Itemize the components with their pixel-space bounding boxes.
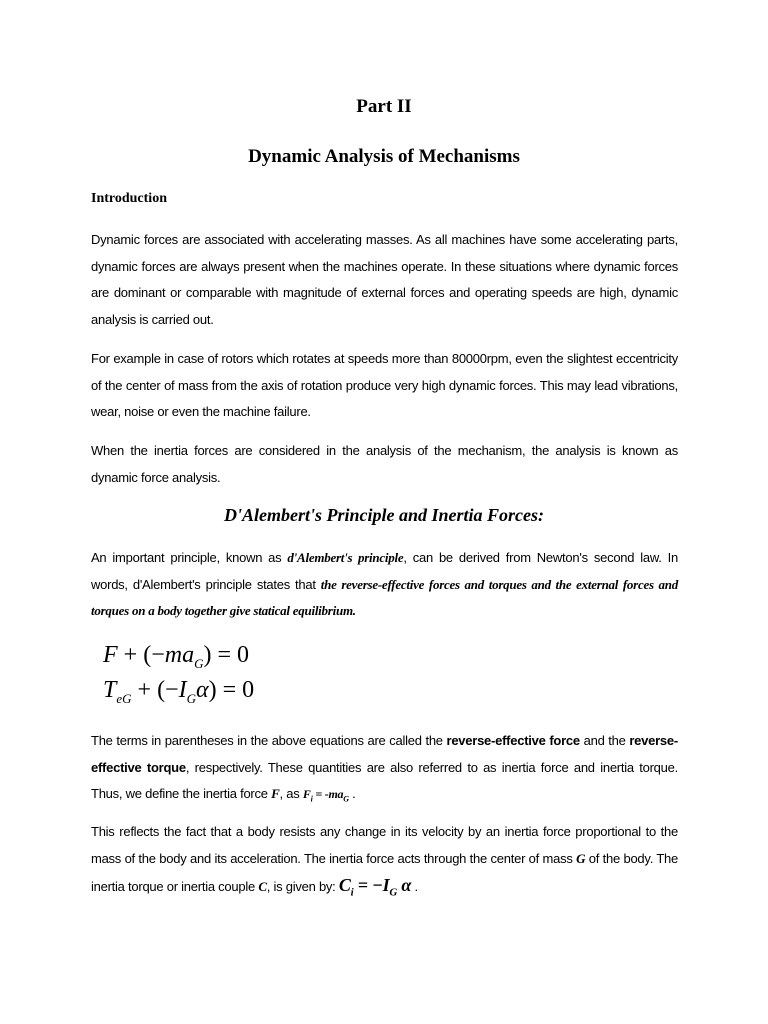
- section-heading: D'Alembert's Principle and Inertia Forces:: [223, 505, 544, 525]
- dalembert-statement: the reverse-effective forces and torques and the external forces and torques on a body together give statical equilibrium.: [91, 576, 678, 618]
- paragraph-inertia-analysis: When the inertia forces are considered in the analysis of the mechanism, the analysis is known as dynamic force analysis.: [91, 443, 678, 485]
- paragraph-dalembert: An important principle, known as d'Alembert's principle, can be derived from Newton's second law. In words, d'Alembert's principle states that the reverse-effective forces and torques and the external forces and torques on a body together give statical equilibrium.: [91, 550, 679, 618]
- inertia-force-equation: $F_i = -ma_G$: [302, 787, 349, 804]
- introduction-heading: Introduction: [91, 191, 167, 206]
- equation-torque: $T_{eG} + (-I_G\alpha) = 0$: [103, 677, 255, 706]
- reverse-effective-force-term: reverse-effective force: [446, 733, 580, 748]
- dalembert-term: d'Alembert's principle: [287, 550, 404, 565]
- equation-force: $F + (-ma_G) = 0$: [103, 642, 249, 671]
- paragraph-rotor-example: For example in case of rotors which rotates at speeds more than 80000rpm, even the slightest eccentricity of the center of mass from the axis of rotation produce very high dynamic forces. This may lead vibrations, wear, noise or even the machine failure.: [91, 351, 678, 419]
- paragraph-dynamic-forces: Dynamic forces are associated with accelerating masses. As all machines have some accelerating parts, dynamic forces are always present when the machines operate. In these situations where dynamic forces are dominant or comparable with magnitude of external forces and operating speeds are high, dynamic analysis is carried out.: [91, 232, 678, 327]
- reverse-effective-torque-term: reverse-effective torque: [91, 733, 678, 775]
- paragraph-reverse-effective: The terms in parentheses in the above equations are called the reverse-effective force and the reverse-effective torque, respectively. These quantities are also referred to as inertia force and inertia torque. Thus, we define the inertia force F, as $F_i = -ma_G$ .: [91, 733, 678, 804]
- chapter-title: Dynamic Analysis of Mechanisms: [248, 146, 520, 167]
- paragraph-inertia-couple: This reflects the fact that a body resists any change in its velocity by an inertia force proportional to the mass of the body and its acceleration. The inertia force acts through the center of mass G of the body. The inertia torque or inertia couple C, is given by: $C_i = -I_G$ α .: [91, 824, 678, 899]
- inertia-couple-equation: $C_i = -I_G$ α: [338, 875, 412, 899]
- part-title: Part II: [356, 96, 412, 117]
